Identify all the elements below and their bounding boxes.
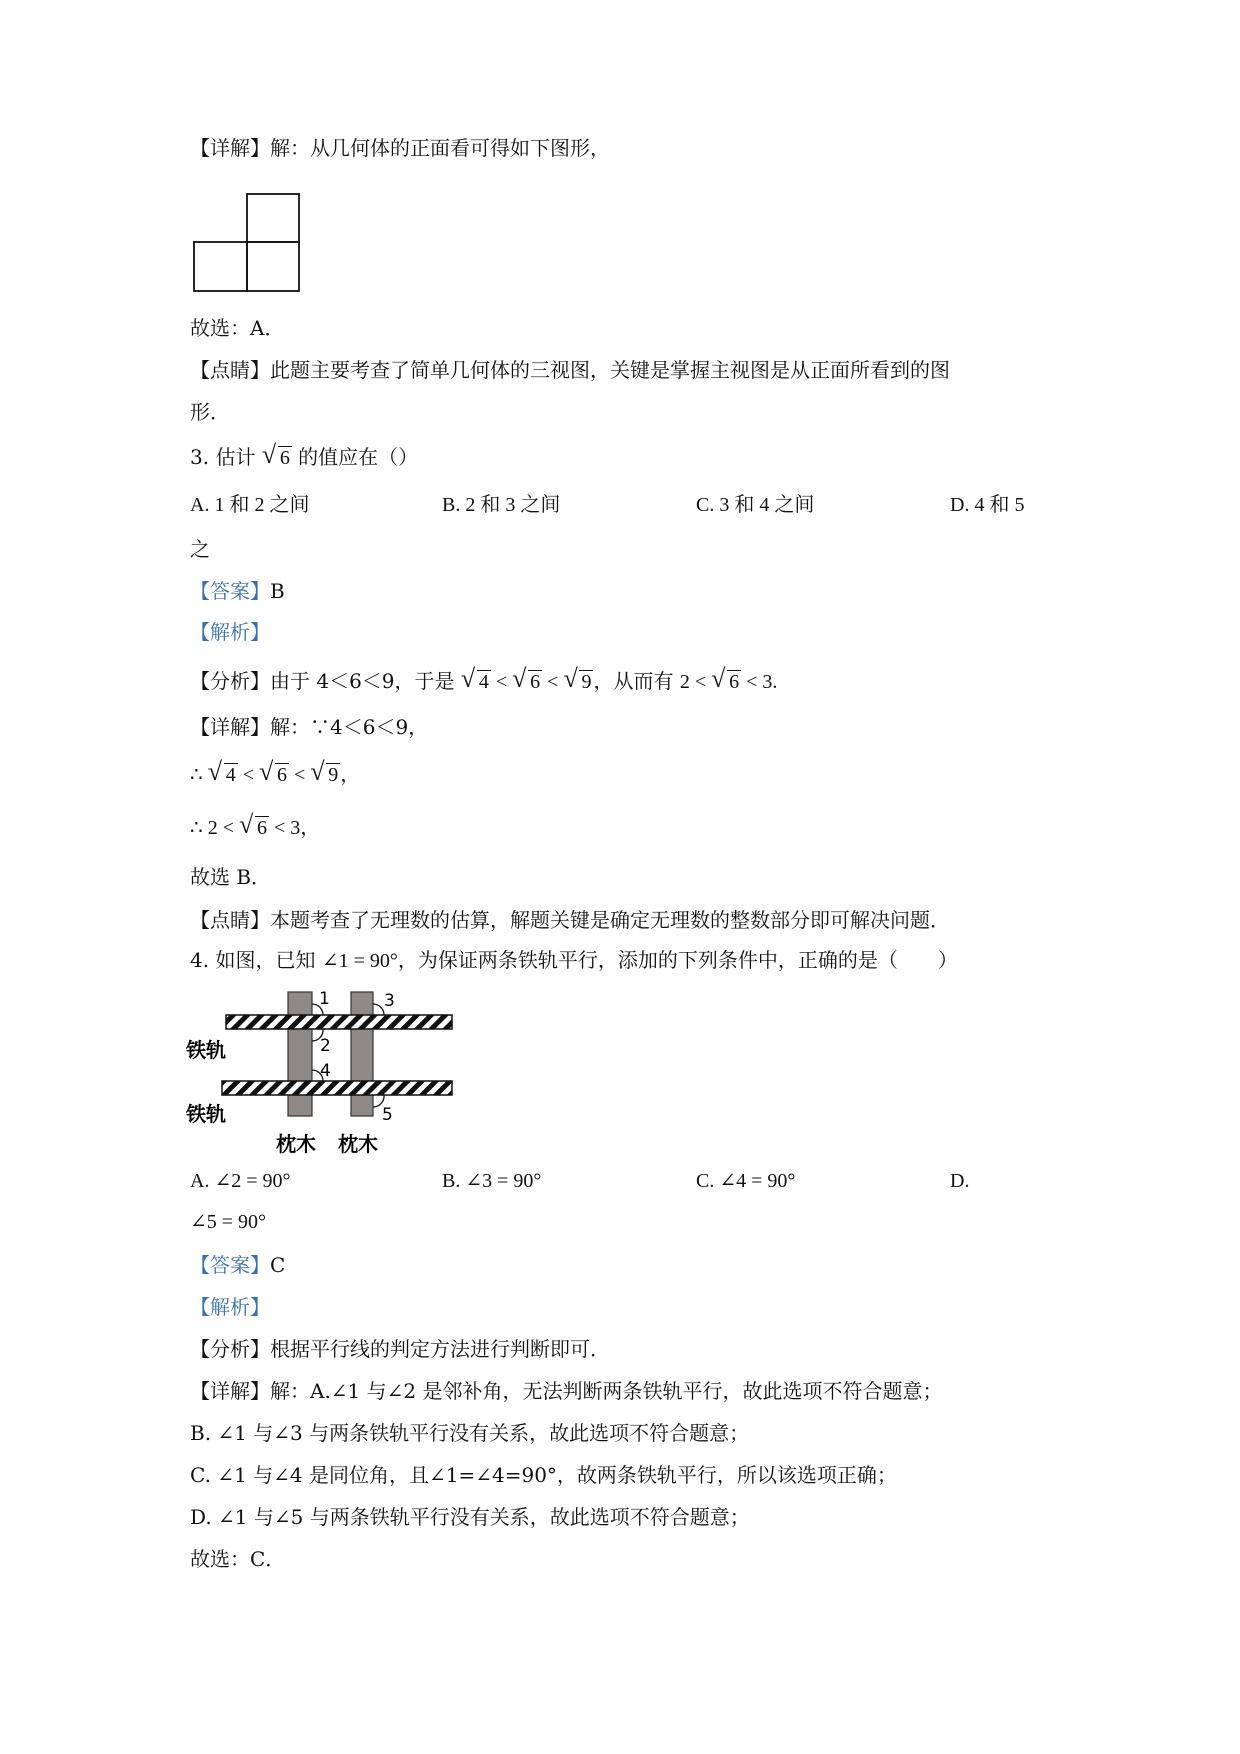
angle-4-label: 4	[320, 1061, 331, 1081]
q2-detail: 【详解】解：从几何体的正面看可得如下图形，	[190, 136, 610, 160]
angle-3-label: 3	[384, 991, 395, 1011]
angle-1-label: 1	[319, 989, 330, 1009]
q4-analysis-tag: 【解析】	[190, 1295, 270, 1319]
q3-option-a: A. 1 和 2 之间	[190, 494, 310, 516]
answer-value: B	[270, 579, 285, 603]
q3-step2: ∴ 2 < √ 6 < 3，	[190, 813, 320, 843]
q4-stem-pre: 4. 如图，已知	[190, 948, 316, 972]
q3-option-d-cont: 之	[190, 537, 210, 561]
front-view-figure	[190, 192, 310, 296]
rail-label-top: 铁轨	[186, 1038, 226, 1062]
q4-fenxi: 【分析】根据平行线的判定方法进行判断即可．	[190, 1337, 610, 1361]
railway-figure	[186, 988, 466, 1160]
q4-answer	[190, 1250, 285, 1280]
q3-stem-post: 的值应在（）	[298, 445, 419, 469]
q4-detail-b: B. ∠1 与∠3 与两条铁轨平行没有关系，故此选项不符合题意；	[190, 1421, 750, 1445]
q3-answer	[190, 576, 285, 606]
q3-stem-pre: 3. 估计	[190, 445, 256, 469]
q3-option-c: C. 3 和 4 之间	[696, 494, 815, 516]
q3-option-b: B. 2 和 3 之间	[442, 494, 561, 516]
q2-tip-line2: 形．	[190, 400, 230, 424]
q4-option-d: D.	[950, 1170, 970, 1192]
q4-detail-d: D. ∠1 与∠5 与两条铁轨平行没有关系，故此选项不符合题意；	[190, 1505, 750, 1529]
q4-option-b: B. ∠3 = 90°	[442, 1170, 542, 1192]
q3-detail: 【详解】解：∵4＜6＜9，	[190, 715, 429, 739]
sleeper-label-left: 枕木	[276, 1132, 316, 1156]
sqrt-6: √ 6	[264, 443, 292, 473]
q3-step1: ∴ √ 4 < √ 6 < √ 9 ，	[190, 760, 360, 790]
q2-tip-line1: 【点睛】此题主要考查了简单几何体的三视图，关键是掌握主视图是从正面所看到的图	[190, 358, 950, 382]
q2-choose: 故选：A．	[190, 316, 285, 340]
q4-option-c: C. ∠4 = 90°	[696, 1170, 796, 1192]
q4-detail-a: 【详解】解：A.∠1 与∠2 是邻补角，无法判断两条铁轨平行，故此选项不符合题意；	[190, 1379, 943, 1403]
q3-fenxi-mid: ，从而有	[593, 669, 674, 693]
q3-fenxi	[190, 666, 777, 697]
angle-2-label: 2	[320, 1036, 331, 1056]
rail-top	[226, 1015, 452, 1029]
q3-fenxi-pre: 【分析】由于 4＜6＜9，于是	[190, 669, 455, 693]
q3-fenxi-ineq2: 2 < √ 6 < 3.	[680, 671, 778, 693]
answer-tag: 【答案】	[190, 579, 270, 603]
q3-tip: 【点睛】本题考查了无理数的估算，解题关键是确定无理数的整数部分即可解决问题．	[190, 908, 950, 932]
q4-option-d-cont: ∠5 = 90°	[190, 1211, 267, 1233]
q4-stem-post: ，为保证两条铁轨平行，添加的下列条件中，正确的是（ ）	[397, 948, 958, 972]
q3-option-d: D. 4 和 5	[950, 494, 1025, 516]
rail-label-bottom: 铁轨	[186, 1102, 226, 1126]
q4-detail-c: C. ∠1 与∠4 是同位角，且∠1=∠4=90°，故两条铁轨平行，所以该选项正确；	[190, 1463, 897, 1487]
q3-fenxi-ineq1: √ 4 < √ 6 < √ 9	[461, 671, 594, 693]
answer-value: C	[270, 1253, 286, 1277]
q3-choose: 故选 B．	[190, 865, 272, 889]
q3-analysis-tag: 【解析】	[190, 620, 270, 644]
sleeper-label-right: 枕木	[338, 1132, 378, 1156]
angle-3-arc	[373, 1004, 384, 1015]
answer-tag: 【答案】	[190, 1253, 270, 1277]
sleeper-left	[288, 992, 312, 1116]
q4-stem	[190, 945, 958, 976]
q4-option-a: A. ∠2 = 90°	[190, 1170, 291, 1192]
angle-5-label: 5	[382, 1105, 393, 1125]
rail-bottom	[222, 1081, 452, 1095]
q3-stem	[190, 442, 418, 473]
q4-stem-math: ∠1 = 90°	[321, 950, 398, 972]
sleeper-right	[351, 992, 373, 1116]
q4-choose: 故选：C．	[190, 1547, 286, 1571]
